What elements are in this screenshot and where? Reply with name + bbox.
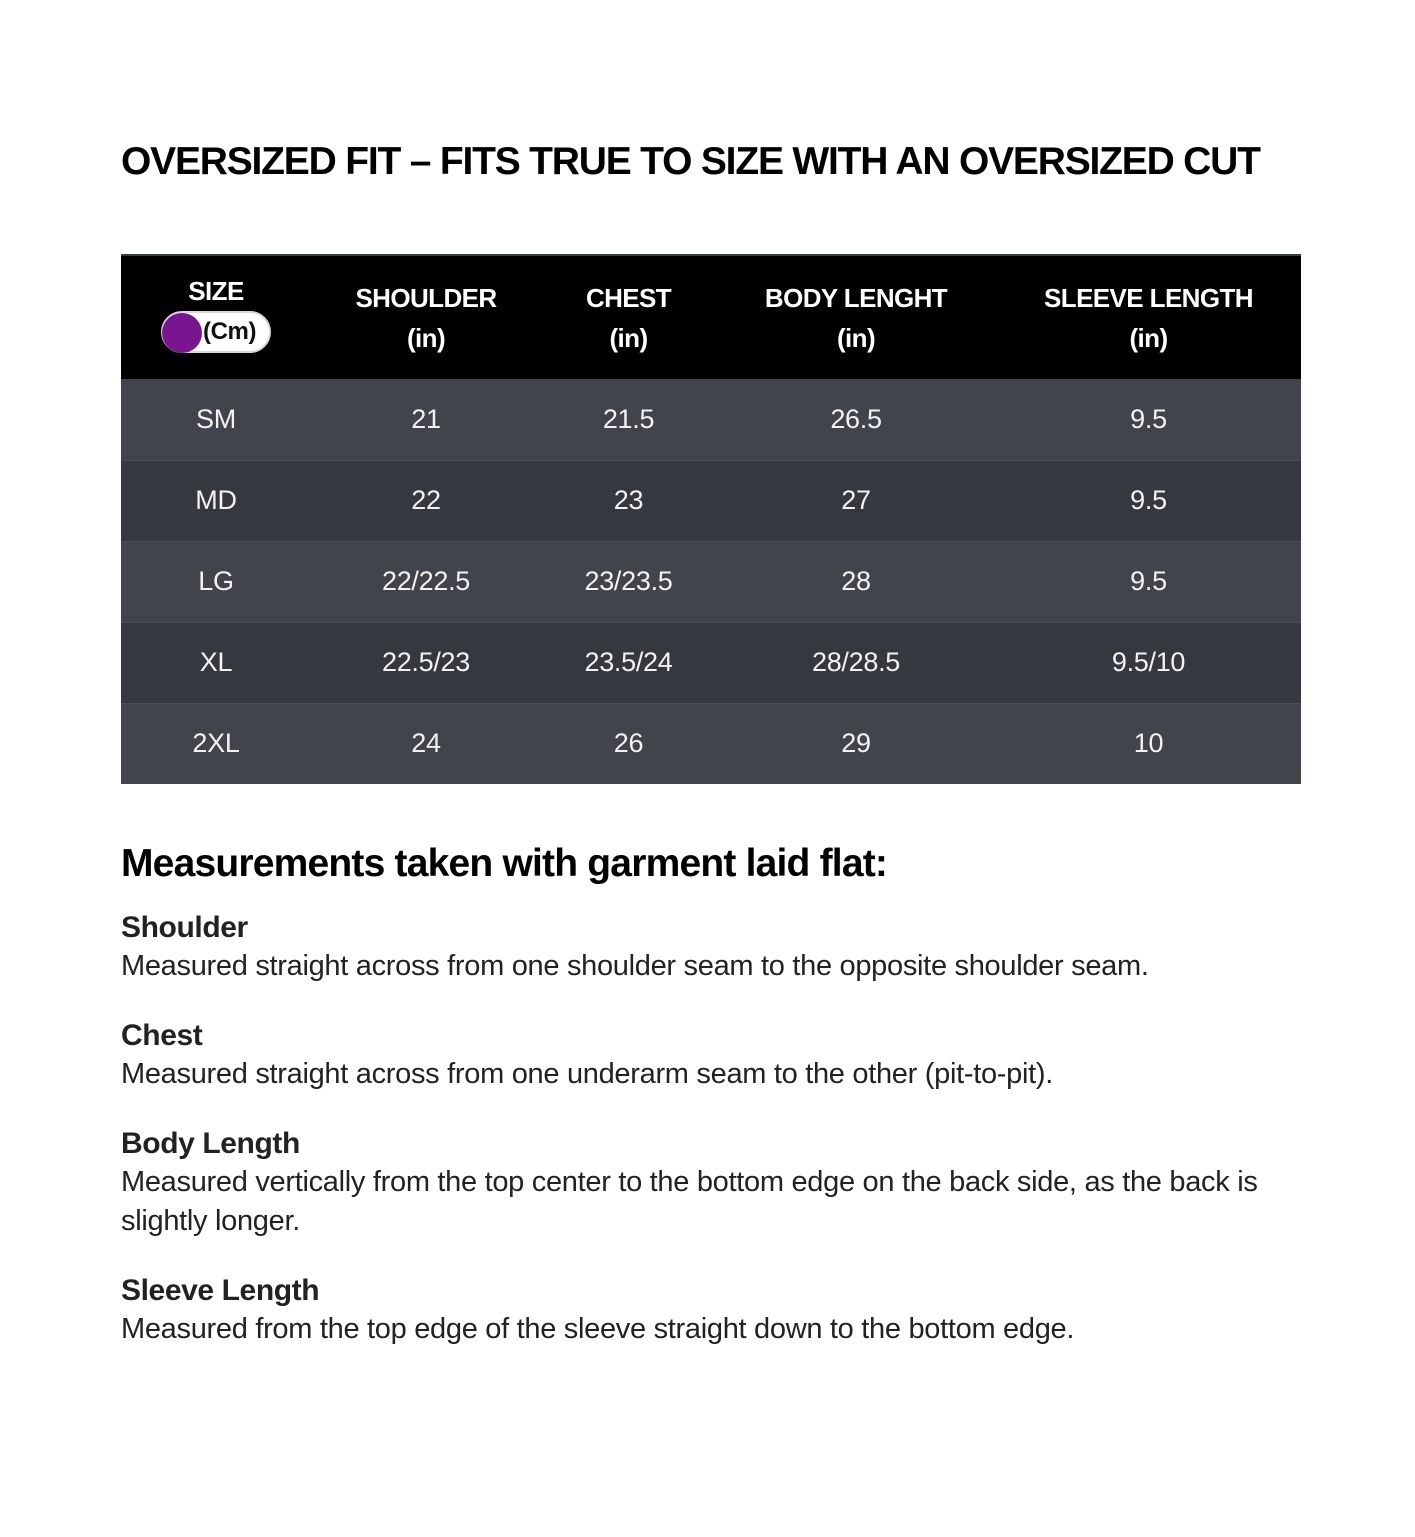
cell-size: SM bbox=[196, 403, 236, 434]
measurement-body-length bbox=[121, 1124, 1301, 1241]
header-size bbox=[121, 255, 311, 379]
cell-chest: 26 bbox=[613, 728, 644, 759]
measurement-desc: Measured straight across from one shoulder seam to the opposite shoulder seam. bbox=[121, 950, 1149, 982]
cell-shoulder: 22/22.5 bbox=[382, 566, 470, 596]
cell-size: 2XL bbox=[192, 728, 240, 759]
header-sleeve-length bbox=[996, 255, 1301, 379]
measurement-name: Chest bbox=[121, 1019, 203, 1052]
cell-body-length: 29 bbox=[841, 728, 871, 759]
measurement-desc: Measured from the top edge of the sleeve straight down to the bottom edge. bbox=[121, 1313, 1075, 1345]
header-chest bbox=[541, 255, 716, 379]
cell-shoulder: 24 bbox=[411, 728, 441, 759]
size-chart-table bbox=[121, 254, 1301, 784]
measurement-name: Sleeve Length bbox=[121, 1274, 320, 1307]
header-body-length bbox=[716, 255, 996, 379]
cell-size: MD bbox=[195, 485, 237, 515]
cell-chest: 23 bbox=[613, 485, 644, 515]
header-body-length-unit: (in) bbox=[836, 322, 876, 353]
header-shoulder bbox=[311, 255, 541, 379]
header-shoulder-label: SHOULDER bbox=[355, 282, 497, 313]
measurement-desc: Measured vertically from the top center to the bottom edge on the back side, as the back is slightly longer. bbox=[121, 1166, 1258, 1237]
cell-sleeve-length: 9.5 bbox=[1130, 403, 1167, 434]
cell-size: XL bbox=[199, 647, 233, 677]
cell-body-length: 28/28.5 bbox=[812, 647, 900, 677]
measurement-name: Shoulder bbox=[121, 911, 248, 944]
header-chest-label: CHEST bbox=[585, 282, 672, 313]
cell-sleeve-length: 9.5/10 bbox=[1111, 647, 1186, 677]
cell-size: LG bbox=[198, 566, 234, 596]
table-header-row bbox=[121, 255, 1301, 379]
measurement-chest bbox=[121, 1016, 1301, 1094]
unit-toggle[interactable] bbox=[161, 311, 271, 353]
measurement-name: Body Length bbox=[121, 1127, 300, 1160]
measurement-shoulder bbox=[121, 908, 1301, 986]
cell-body-length: 27 bbox=[841, 485, 871, 515]
measurement-sleeve-length bbox=[121, 1271, 1301, 1349]
cell-body-length: 28 bbox=[841, 566, 871, 596]
toggle-knob bbox=[162, 313, 202, 353]
cell-shoulder: 22 bbox=[411, 485, 441, 515]
table-row bbox=[121, 622, 1301, 703]
measurements-title: Measurements taken with garment laid flat: bbox=[121, 842, 888, 885]
header-sleeve-length-unit: (in) bbox=[1129, 322, 1168, 353]
cell-sleeve-length: 10 bbox=[1133, 728, 1164, 759]
cell-sleeve-length: 9.5 bbox=[1130, 485, 1167, 515]
cell-shoulder: 21 bbox=[411, 403, 441, 434]
cell-shoulder: 22.5/23 bbox=[382, 647, 470, 677]
table-row bbox=[121, 460, 1301, 541]
header-body-length-label: BODY LENGHT bbox=[764, 282, 948, 313]
header-sleeve-length-label: SLEEVE LENGTH bbox=[1044, 282, 1253, 313]
cell-chest: 23.5/24 bbox=[584, 647, 673, 677]
header-chest-unit: (in) bbox=[609, 322, 648, 353]
table-row bbox=[121, 379, 1301, 460]
cell-chest: 23/23.5 bbox=[584, 566, 673, 596]
cell-body-length: 26.5 bbox=[830, 403, 882, 434]
table-row bbox=[121, 703, 1301, 784]
header-shoulder-unit: (in) bbox=[406, 322, 446, 353]
cell-sleeve-length: 9.5 bbox=[1130, 566, 1167, 596]
page-title: OVERSIZED FIT – FITS TRUE TO SIZE WITH AN OVERSIZED CUT bbox=[121, 140, 1260, 183]
unit-toggle-label: (Cm) bbox=[203, 317, 257, 345]
measurement-desc: Measured straight across from one underarm seam to the other (pit-to-pit). bbox=[121, 1058, 1053, 1090]
cell-chest: 21.5 bbox=[602, 403, 655, 434]
table-row bbox=[121, 541, 1301, 622]
header-size-label: SIZE bbox=[188, 275, 244, 306]
